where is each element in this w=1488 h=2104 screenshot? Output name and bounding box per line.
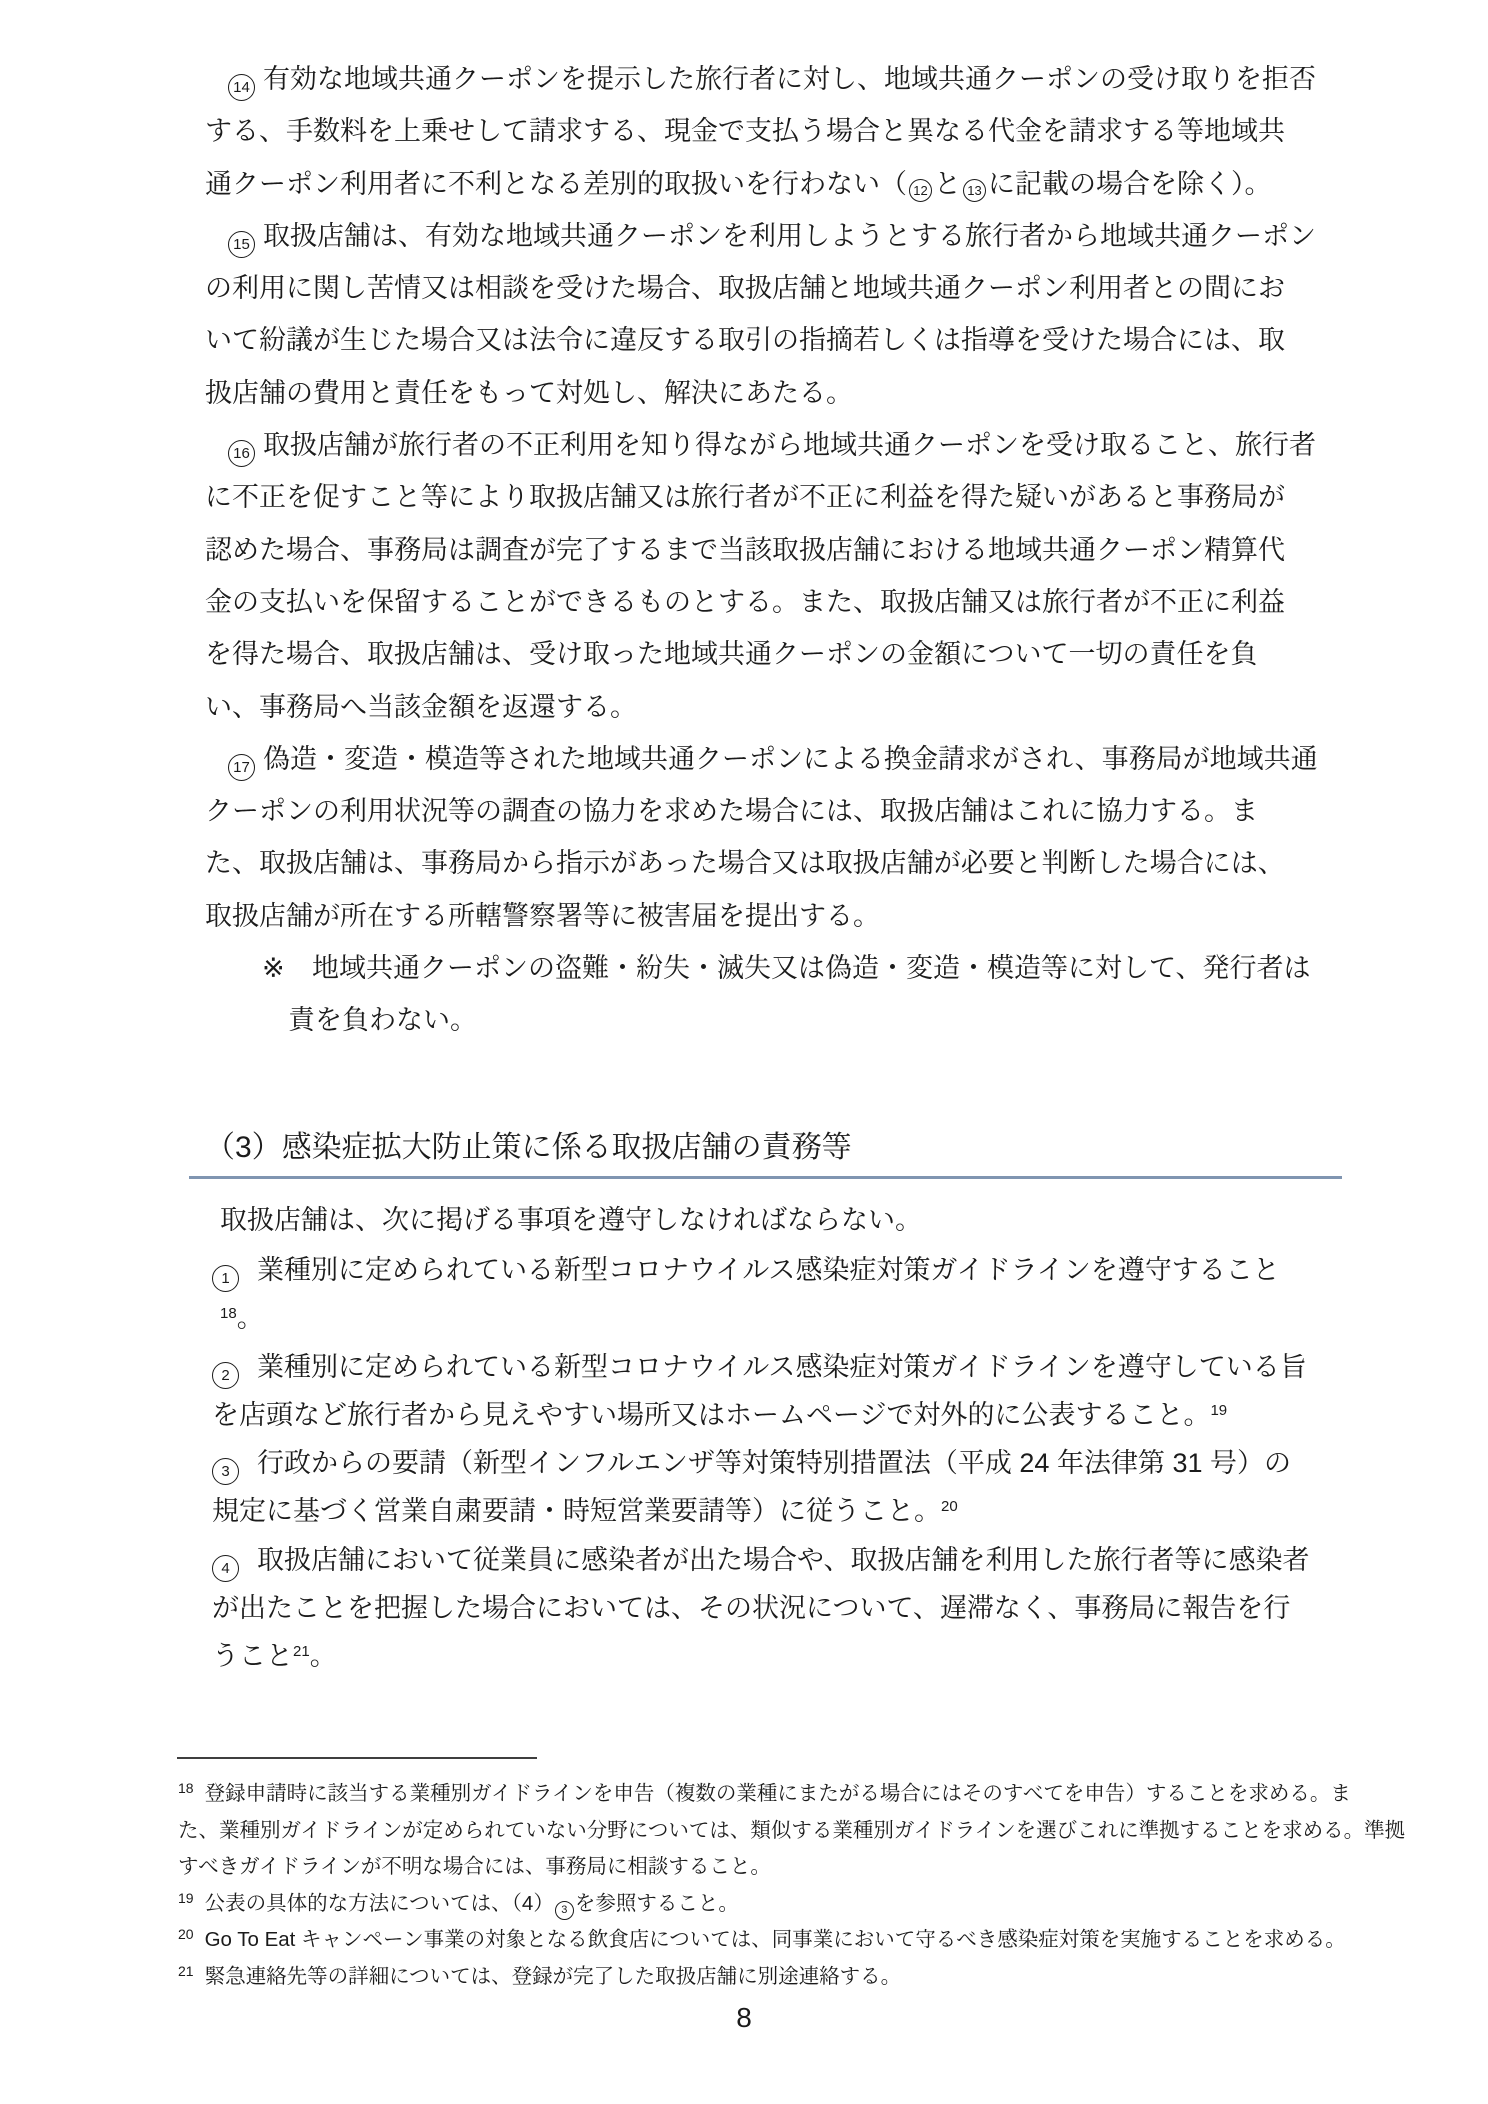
clause-4-line-1 xyxy=(0,1536,1488,1584)
clause-16-line-1 xyxy=(0,419,1488,471)
clause-16-line-4 xyxy=(0,576,1488,628)
clause-text: 取扱店舗は、有効な地域共通クーポンを利用しようとする旅行者から地域共通クーポン xyxy=(263,220,1316,251)
footnote-number-19: 19 xyxy=(178,1889,194,1906)
circled-number-13-inline: 13 xyxy=(963,179,986,202)
clause-14-line-1 xyxy=(0,53,1488,105)
clause-16-line-3 xyxy=(0,524,1488,576)
clause-2-line-2 xyxy=(0,1391,1488,1439)
footnote-text: を参照すること。 xyxy=(574,1891,739,1915)
clause-text: する、手数料を上乗せして請求する、現金で支払う場合と異なる代金を請求する等地域共 xyxy=(205,116,1285,147)
clause-15-line-2 xyxy=(0,262,1488,314)
footnote-text: 登録申請時に該当する業種別ガイドラインを申告（複数の業種にまたがる場合にはそのすべてを申告）することを求める。ま xyxy=(204,1782,1351,1805)
clause-text: うこと xyxy=(212,1641,293,1672)
footnote-ref-18: 18 xyxy=(220,1305,237,1323)
section-3-intro-text: 取扱店舗は、次に掲げる事項を遵守しなければならない。 xyxy=(220,1205,922,1235)
clause-17-line-4 xyxy=(0,890,1488,942)
clause-14-line-3 xyxy=(0,158,1488,210)
clause-17-line-3 xyxy=(0,837,1488,889)
footnote-separator xyxy=(177,1757,537,1759)
clause-2-line-1 xyxy=(0,1343,1488,1391)
footnote-text: た、業種別ガイドラインが定められていない分野については、類似する業種別ガイドラインを選びこれに準拠することを求める。準拠 xyxy=(178,1818,1406,1842)
clause-14-line-2 xyxy=(0,105,1488,157)
clause-1-line-2 xyxy=(0,1294,1488,1342)
footnotes xyxy=(0,1776,1488,1996)
footnote-18-line-3 xyxy=(0,1849,1488,1886)
footnote-number-20: 20 xyxy=(178,1926,194,1943)
clause-text: を店頭など旅行者から見えやすい場所又はホームページで対外的に公表すること。 xyxy=(212,1399,1211,1430)
clause-list-14-17 xyxy=(0,53,1488,1047)
footnote-text: 緊急連絡先等の詳細については、登録が完了した取扱店舗に別途連絡する。 xyxy=(204,1964,902,1988)
clause-text: 行政からの要請（新型インフルエンザ等対策特別措置法（平成 24 年法律第 31 号）の xyxy=(257,1448,1291,1479)
footnote-18-line-1 xyxy=(0,1776,1488,1813)
section-3-heading-text: （3）感染症拡大防止策に係る取扱店舗の責務等 xyxy=(205,1131,852,1164)
footnote-18-line-2 xyxy=(0,1813,1488,1850)
clause-17-line-2 xyxy=(0,785,1488,837)
clause-15-line-1 xyxy=(0,210,1488,262)
clause-15-line-3 xyxy=(0,314,1488,366)
footnote-ref-20: 20 xyxy=(941,1498,958,1516)
section-heading-rule xyxy=(189,1176,1342,1179)
circled-number-1: 1 xyxy=(212,1265,239,1292)
clause-3-line-1 xyxy=(0,1439,1488,1487)
clause-text: 規定に基づく営業自粛要請・時短営業要請等）に従うこと。 xyxy=(212,1496,941,1527)
note-text: 地域共通クーポンの盗難・紛失・滅失又は偽造・変造・模造等に対して、発行者は xyxy=(312,953,1311,984)
clause-3-line-2 xyxy=(0,1487,1488,1535)
clause-text: 取扱店舗が所在する所轄警察署等に被害届を提出する。 xyxy=(205,900,880,931)
clause-16-line-2 xyxy=(0,471,1488,523)
clause-text: 。 xyxy=(309,1641,337,1672)
clause-4-line-2 xyxy=(0,1584,1488,1632)
clause-1-line-1 xyxy=(0,1246,1488,1294)
clause-text: に不正を促すこと等により取扱店舗又は旅行者が不正に利益を得た疑いがあると事務局が xyxy=(205,482,1285,513)
clause-text: 業種別に定められている新型コロナウイルス感染症対策ガイドラインを遵守すること xyxy=(257,1255,1280,1285)
clause-text: 金の支払いを保留することができるものとする。また、取扱店舗又は旅行者が不正に利益 xyxy=(205,586,1285,617)
circled-number-4: 4 xyxy=(212,1555,239,1582)
clause-text: 。 xyxy=(236,1303,264,1334)
circled-number-12-inline: 12 xyxy=(909,179,932,202)
clause-text: を得た場合、取扱店舗は、受け取った地域共通クーポンの金額について一切の責任を負 xyxy=(205,639,1258,670)
clause-text: いて紛議が生じた場合又は法令に違反する取引の指摘若しくは指導を受けた場合には、取 xyxy=(205,325,1285,356)
clause-text: と xyxy=(934,168,961,199)
clause-4-line-3 xyxy=(0,1632,1488,1680)
footnote-text: すべきガイドラインが不明な場合には、事務局に相談すること。 xyxy=(178,1855,771,1879)
footnote-ref-21: 21 xyxy=(293,1643,310,1661)
clause-text: い、事務局へ当該金額を返還する。 xyxy=(205,691,637,722)
clause-16-line-6 xyxy=(0,681,1488,733)
clause-text: が出たことを把握した場合においては、その状況について、遅滞なく、事務局に報告を行 xyxy=(212,1593,1291,1624)
footnote-text: Go To Eat キャンペーン事業の対象となる飲食店については、同事業において守るべき感染症対策を実施することを求める。 xyxy=(204,1928,1346,1952)
footnote-21-line-1 xyxy=(0,1959,1488,1996)
note-line-2 xyxy=(0,994,1488,1046)
clause-16-line-5 xyxy=(0,628,1488,680)
clause-text: クーポンの利用状況等の調査の協力を求めた場合には、取扱店舗はこれに協力する。ま xyxy=(205,796,1258,827)
section-3-intro xyxy=(0,1198,1488,1242)
clause-text: 偽造・変造・模造等された地域共通クーポンによる換金請求がされ、事務局が地域共通 xyxy=(263,743,1318,774)
clause-17-line-1 xyxy=(0,733,1488,785)
footnote-text: 公表の具体的な方法については、（4） xyxy=(204,1891,554,1915)
clause-text: の利用に関し苦情又は相談を受けた場合、取扱店舗と地域共通クーポン利用者との間にお xyxy=(205,273,1285,304)
page-number-text: 8 xyxy=(736,2002,752,2033)
clause-list-1-4 xyxy=(0,1246,1488,1681)
footnote-ref-19: 19 xyxy=(1210,1401,1228,1419)
note-line-1 xyxy=(0,942,1488,994)
circled-number-16: 16 xyxy=(228,440,255,467)
footnote-number-21: 21 xyxy=(178,1962,194,1979)
clause-15-line-4 xyxy=(0,367,1488,419)
clause-text: 認めた場合、事務局は調査が完了するまで当該取扱店舗における地域共通クーポン精算代 xyxy=(205,534,1285,565)
footnote-19-line-1 xyxy=(0,1886,1488,1923)
clause-text: た、取扱店舗は、事務局から指示があった場合又は取扱店舗が必要と判断した場合には、 xyxy=(205,848,1285,879)
circled-number-14: 14 xyxy=(228,74,255,101)
circled-number-15: 15 xyxy=(228,231,255,258)
clause-text: 取扱店舗が旅行者の不正利用を知り得ながら地域共通クーポンを受け取ること、旅行者 xyxy=(263,430,1316,461)
clause-text: 通クーポン利用者に不利となる差別的取扱いを行わない（ xyxy=(205,168,907,199)
footnote-20-line-1 xyxy=(0,1922,1488,1959)
note-text: 責を負わない。 xyxy=(288,1005,477,1036)
circled-number-3-inline: 3 xyxy=(555,1901,574,1920)
circled-number-17: 17 xyxy=(228,754,255,781)
clause-text: 取扱店舗において従業員に感染者が出た場合や、取扱店舗を利用した旅行者等に感染者 xyxy=(257,1544,1310,1575)
circled-number-2: 2 xyxy=(212,1362,239,1389)
clause-text: 有効な地域共通クーポンを提示した旅行者に対し、地域共通クーポンの受け取りを拒否 xyxy=(263,64,1316,94)
circled-number-3: 3 xyxy=(212,1458,239,1485)
clause-text: 扱店舗の費用と責任をもって対処し、解決にあたる。 xyxy=(205,377,853,408)
clause-text: 業種別に定められている新型コロナウイルス感染症対策ガイドラインを遵守している旨 xyxy=(257,1351,1307,1382)
section-3-heading xyxy=(0,1128,1488,1168)
footnote-number-18: 18 xyxy=(178,1780,194,1796)
reference-mark: ※ xyxy=(262,953,285,984)
clause-text: に記載の場合を除く）。 xyxy=(988,168,1272,199)
page-number xyxy=(0,2000,1488,2036)
